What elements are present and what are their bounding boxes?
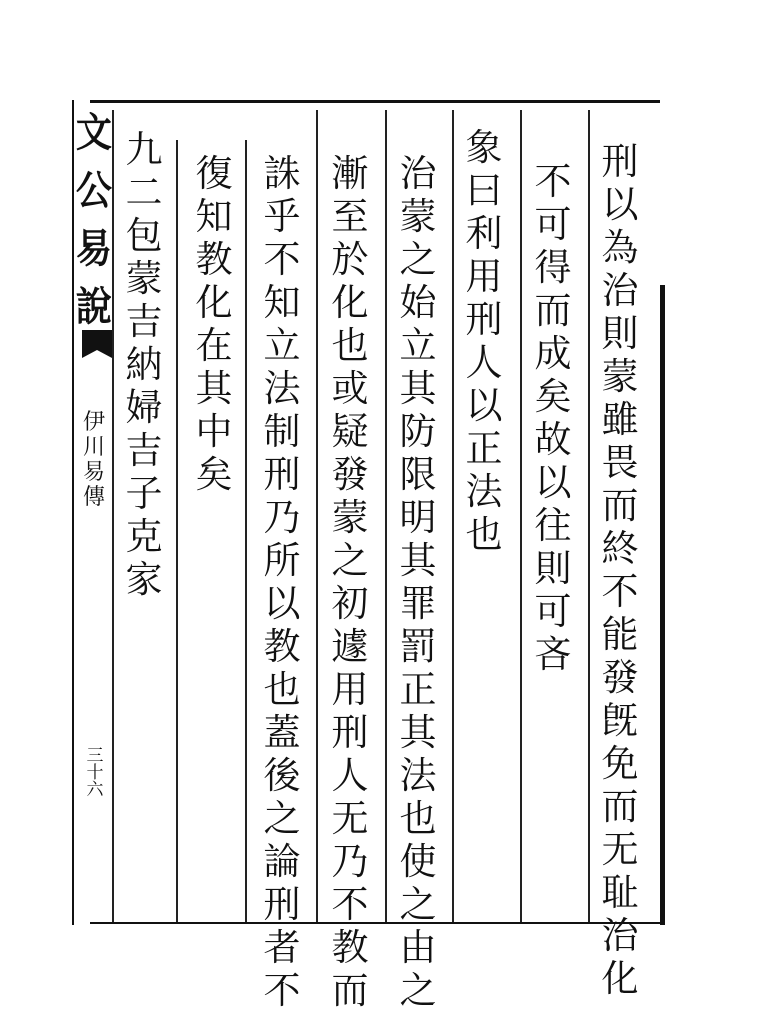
character: 而 [601,785,639,828]
character: 誅 [263,152,301,195]
character: 罪 [399,582,437,625]
character: 遽 [331,625,369,668]
character: 則 [601,312,639,355]
character: 疑 [331,410,369,453]
margin-book-title [74,104,112,336]
character: 者 [263,926,301,969]
character: 往 [534,504,572,547]
character: 論 [263,840,301,883]
text-column-7 [194,152,234,496]
character: 吝 [534,633,572,676]
character: 法 [263,367,301,410]
character: 於 [331,238,369,281]
character: 蒙 [331,496,369,539]
character: 教 [263,625,301,668]
character: 故 [534,418,572,461]
column-divider [588,110,590,922]
character: 之 [331,539,369,582]
character: 教 [331,926,369,969]
character: 之 [263,797,301,840]
character: 刑 [263,883,301,926]
character: 化 [601,957,639,1000]
character: 无 [601,828,639,871]
character: 在 [195,324,233,367]
text-column-3 [464,126,504,556]
character: 伊 [82,410,105,435]
character: 說 [75,283,112,330]
character: 為 [601,226,639,269]
character: 制 [263,410,301,453]
character: 知 [195,195,233,238]
character: 也 [263,668,301,711]
character: 也 [399,797,437,840]
character: 刑 [465,298,503,341]
character: 乎 [263,195,301,238]
character: 終 [601,527,639,570]
character: 利 [465,212,503,255]
top-border [90,100,660,103]
character: 无 [331,797,369,840]
character: 之 [399,238,437,281]
character: 法 [465,470,503,513]
character: 由 [399,926,437,969]
character: 吉 [125,429,163,472]
character: 以 [534,461,572,504]
character: 易 [82,460,105,485]
margin-commentary-title [82,410,106,510]
text-column-1 [600,140,640,1000]
character: 刑 [263,453,301,496]
character: 始 [399,281,437,324]
character: 立 [399,324,437,367]
character: 初 [331,582,369,625]
character: 以 [263,582,301,625]
column-divider [520,110,522,922]
text-column-4 [398,152,438,1012]
character: 文 [75,109,112,156]
character: 二 [125,171,163,214]
character: 人 [331,754,369,797]
character: 曰 [465,169,503,212]
character: 三 [86,746,104,766]
character: 乃 [263,496,301,539]
character: 用 [465,255,503,298]
character: 中 [195,410,233,453]
character: 後 [263,754,301,797]
character: 得 [534,246,572,289]
text-column-8 [124,128,164,601]
character: 人 [465,341,503,384]
character: 化 [331,281,369,324]
character: 以 [465,384,503,427]
character: 川 [82,435,105,460]
character: 以 [601,183,639,226]
character: 漸 [331,152,369,195]
character: 刑 [331,711,369,754]
character: 家 [125,558,163,601]
character: 耻 [601,871,639,914]
character: 之 [399,969,437,1012]
character: 其 [399,367,437,410]
character: 限 [399,453,437,496]
character: 旣 [601,699,639,742]
column-divider [452,110,454,922]
column-divider [245,140,247,922]
character: 化 [195,281,233,324]
character: 克 [125,515,163,558]
character: 蒙 [125,257,163,300]
character: 治 [601,914,639,957]
character: 蒙 [601,355,639,398]
character: 其 [195,367,233,410]
character: 矣 [534,375,572,418]
character: 刑 [601,140,639,183]
margin-page-number [84,748,106,799]
character: 不 [601,570,639,613]
character: 成 [534,332,572,375]
text-column-5 [330,152,370,1012]
character: 至 [331,195,369,238]
character: 九 [125,128,163,171]
character: 公 [75,167,112,214]
character: 其 [399,539,437,582]
character: 傳 [82,485,105,510]
character: 罰 [399,625,437,668]
character: 蒙 [399,195,437,238]
character: 蓋 [263,711,301,754]
character: 則 [534,547,572,590]
text-column-2 [533,160,573,676]
character: 能 [601,613,639,656]
character: 發 [331,453,369,496]
character: 包 [125,214,163,257]
character: 易 [75,225,112,272]
character: 而 [601,484,639,527]
character: 矣 [195,453,233,496]
character: 之 [399,883,437,926]
character: 治 [601,269,639,312]
fishtail-mark [82,330,112,370]
character: 可 [534,203,572,246]
character: 不 [331,883,369,926]
character: 畏 [601,441,639,484]
right-border [660,285,665,925]
bottom-border [90,922,660,924]
character: 用 [331,668,369,711]
character: 知 [263,281,301,324]
column-divider [112,110,114,922]
character: 也 [331,324,369,367]
character: 而 [534,289,572,332]
column-divider [385,110,387,922]
character: 正 [465,427,503,470]
character: 所 [263,539,301,582]
character: 復 [195,152,233,195]
character: 明 [399,496,437,539]
character: 納 [125,343,163,386]
character: 而 [331,969,369,1012]
character: 可 [534,590,572,633]
character: 不 [534,160,572,203]
character: 治 [399,152,437,195]
character: 發 [601,656,639,699]
character: 教 [195,238,233,281]
character: 乃 [331,840,369,883]
character: 法 [399,754,437,797]
text-column-6 [262,152,302,1012]
character: 子 [125,472,163,515]
character: 婦 [125,386,163,429]
character: 不 [263,969,301,1012]
character: 六 [86,780,104,800]
character: 使 [399,840,437,883]
character: 正 [399,668,437,711]
column-divider [176,140,178,922]
character: 立 [263,324,301,367]
character: 也 [465,513,503,556]
character: 不 [263,238,301,281]
character: 吉 [125,300,163,343]
character: 或 [331,367,369,410]
character: 象 [465,126,503,169]
character: 防 [399,410,437,453]
character: 雖 [601,398,639,441]
column-divider [316,110,318,922]
character: 十 [86,763,104,783]
character: 其 [399,711,437,754]
character: 免 [601,742,639,785]
